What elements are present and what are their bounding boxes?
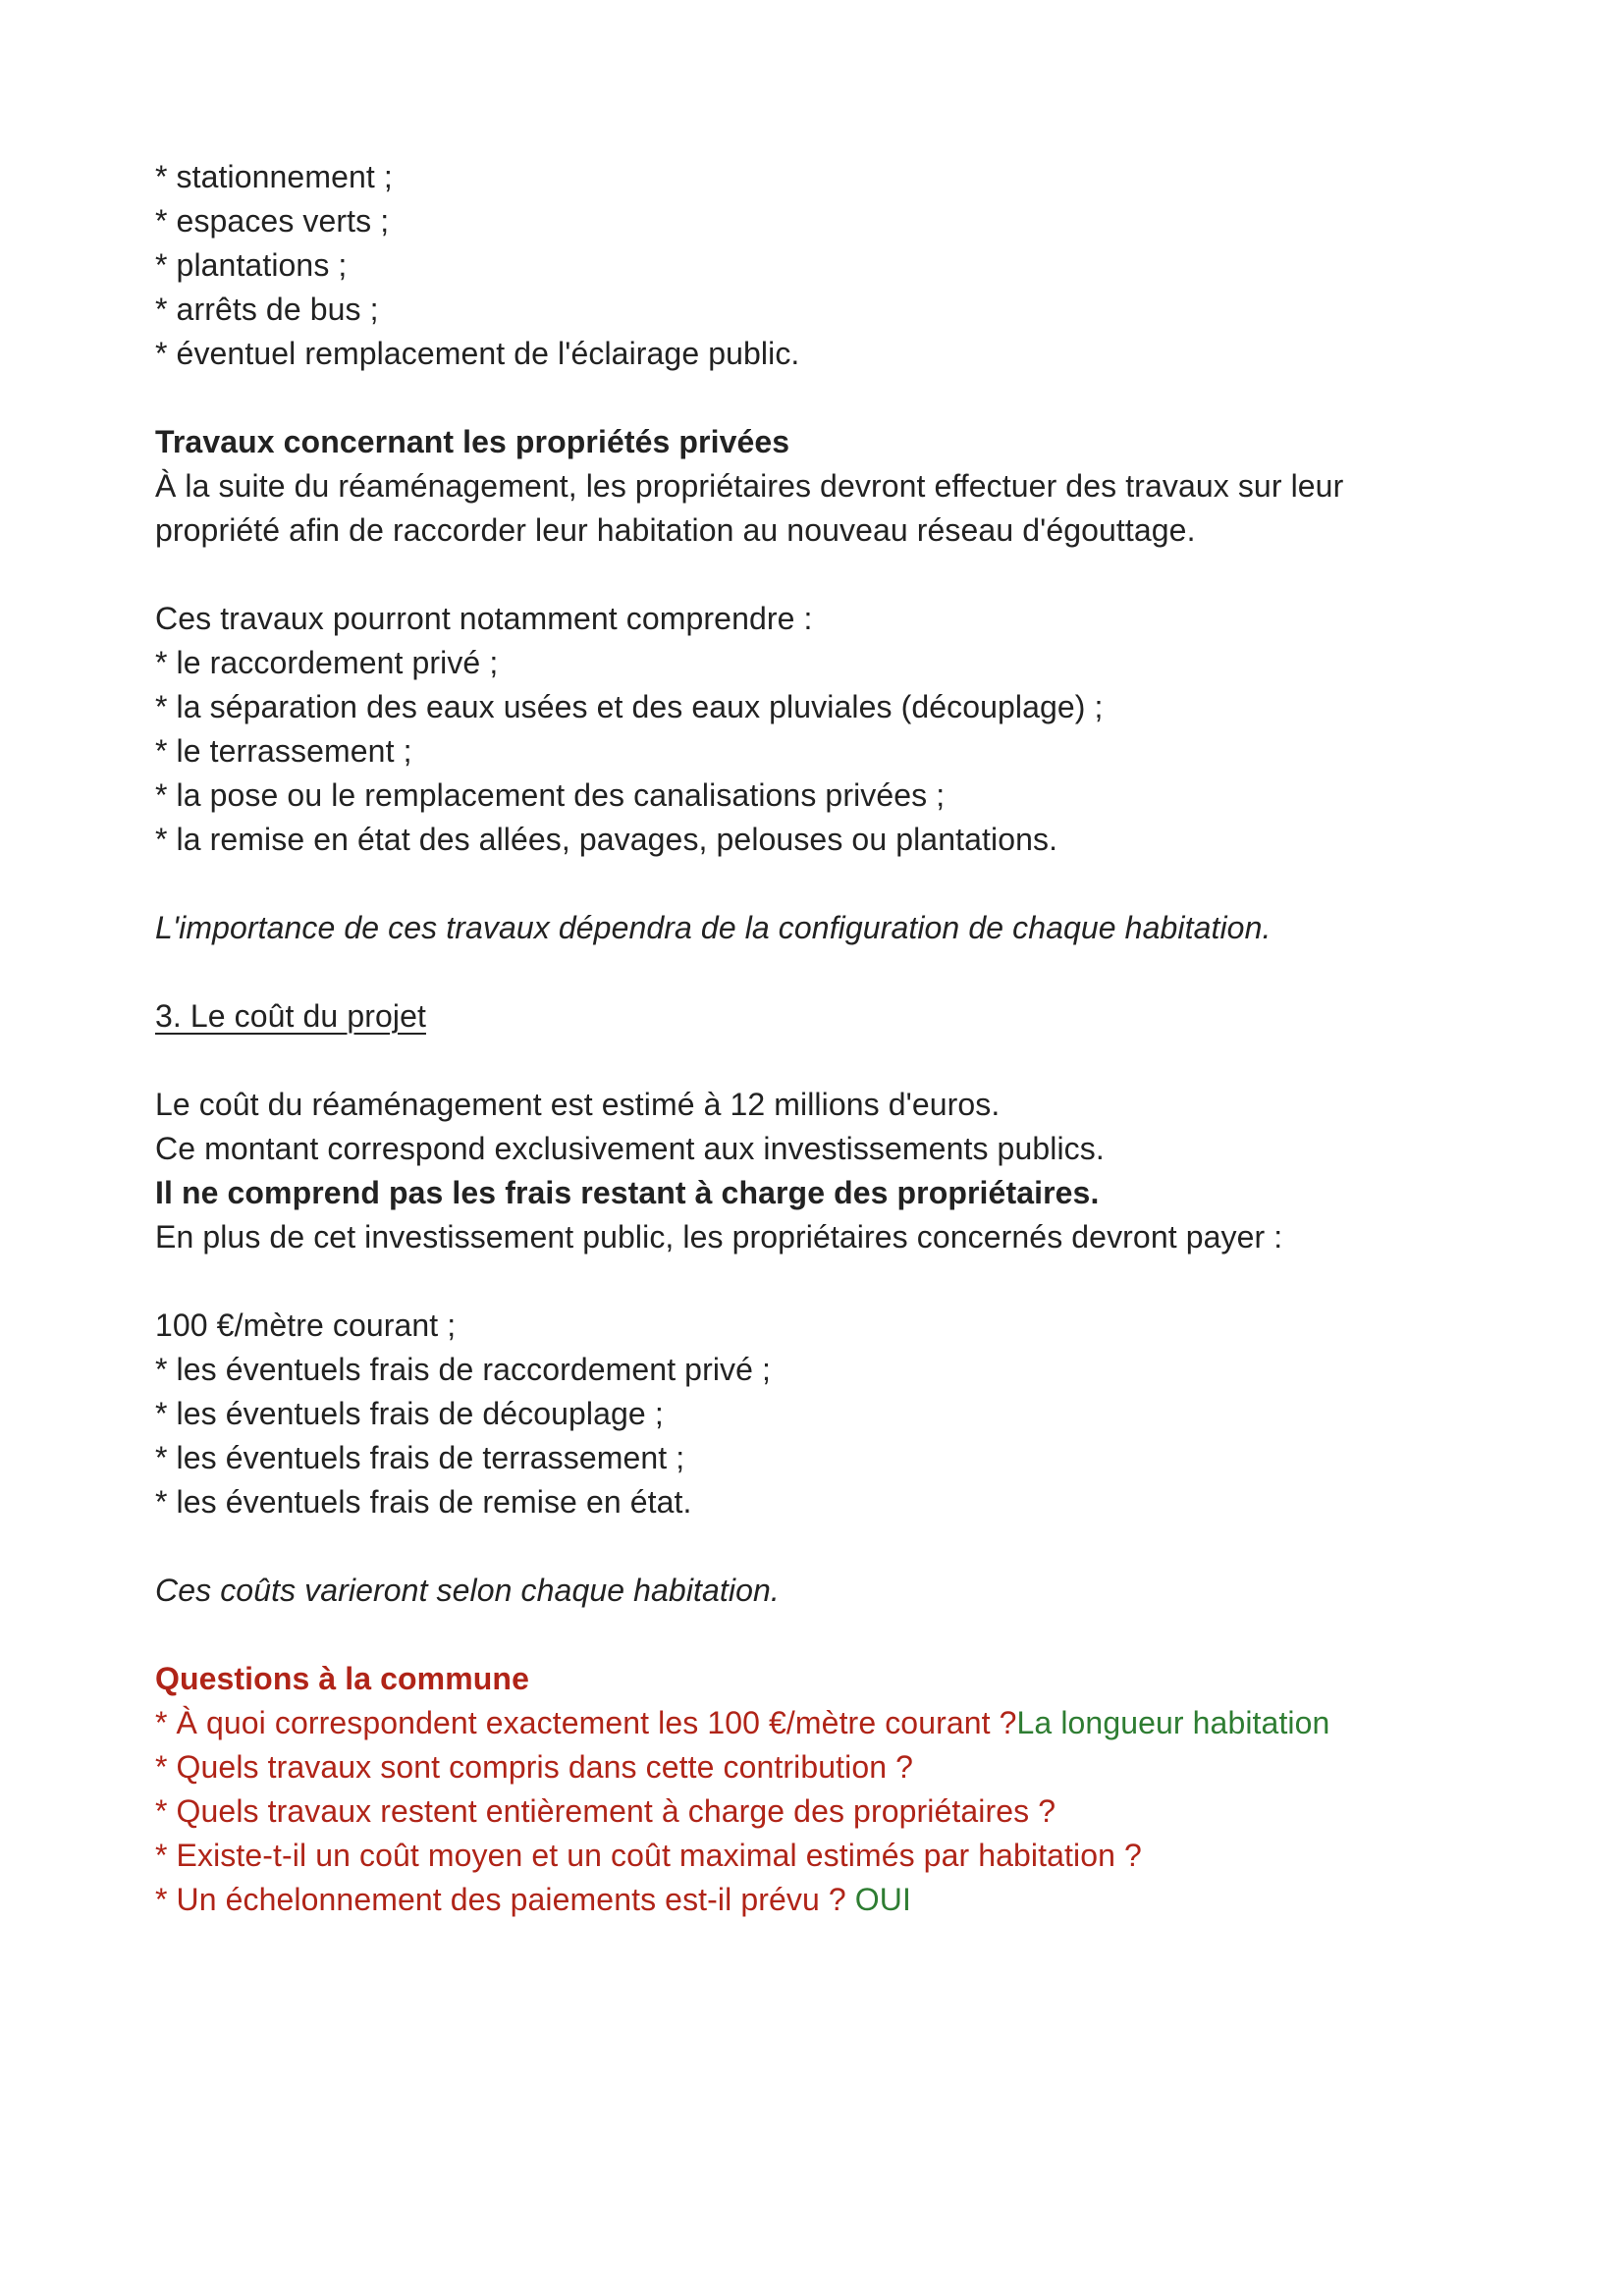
spacer [155, 1524, 1471, 1569]
list-item: * plantations ; [155, 247, 348, 283]
list-item: * éventuel remplacement de l'éclairage public. [155, 336, 800, 371]
paragraph-line: Le coût du réaménagement est estimé à 12 millions d'euros. [155, 1087, 1001, 1122]
section-heading: 3. Le coût du projet [155, 998, 426, 1034]
list-item: * les éventuels frais de terrassement ; [155, 1440, 685, 1475]
list-item: * espaces verts ; [155, 203, 390, 239]
spacer [155, 1039, 1471, 1083]
questions-section [155, 1657, 1471, 1922]
list-item: * la pose ou le remplacement des canalisations privées ; [155, 777, 946, 813]
answer-text: OUI [854, 1882, 911, 1917]
document-page [155, 155, 1471, 1922]
amenities-list [155, 155, 1471, 376]
question-text: * Existe-t-il un coût moyen et un coût maximal estimés par habitation ? [155, 1838, 1142, 1873]
private-works-section [155, 420, 1471, 950]
list-item: * stationnement ; [155, 159, 393, 194]
section-heading: Questions à la commune [155, 1661, 529, 1696]
question-item [155, 1745, 1471, 1789]
answer-text: La longueur habitation [1016, 1705, 1330, 1740]
question-text: * Un échelonnement des paiements est-il prévu ? [155, 1882, 846, 1917]
paragraph-line: À la suite du réaménagement, les propriétaires devront effectuer des travaux sur leur [155, 468, 1344, 504]
spacer [155, 862, 1471, 906]
spacer [155, 1259, 1471, 1304]
paragraph-line: En plus de cet investissement public, les propriétaires concernés devront payer : [155, 1219, 1283, 1255]
list-item: * les éventuels frais de découplage ; [155, 1396, 664, 1431]
list-item: * le raccordement privé ; [155, 645, 499, 680]
spacer [155, 553, 1471, 597]
question-item [155, 1789, 1471, 1834]
note: Ces coûts varieront selon chaque habitation. [155, 1573, 780, 1608]
list-item: * les éventuels frais de raccordement privé ; [155, 1352, 772, 1387]
note: L'importance de ces travaux dépendra de la configuration de chaque habitation. [155, 910, 1272, 945]
paragraph-line: propriété afin de raccorder leur habitation au nouveau réseau d'égouttage. [155, 512, 1196, 548]
question-text: * Quels travaux restent entièrement à charge des propriétaires ? [155, 1793, 1056, 1829]
spacer [155, 1613, 1471, 1657]
section-heading: Travaux concernant les propriétés privées [155, 424, 790, 459]
spacer [155, 950, 1471, 994]
cost-section [155, 994, 1471, 1613]
question-item [155, 1878, 1471, 1922]
list-item: * le terrassement ; [155, 733, 412, 769]
question-text: * Quels travaux sont compris dans cette contribution ? [155, 1749, 914, 1785]
question-text: * À quoi correspondent exactement les 100 €/mètre courant ? [155, 1705, 1017, 1740]
list-intro: Ces travaux pourront notamment comprendre : [155, 601, 813, 636]
spacer [155, 376, 1471, 420]
question-item [155, 1701, 1471, 1745]
question-item [155, 1834, 1471, 1878]
paragraph-line: Ce montant correspond exclusivement aux investissements publics. [155, 1131, 1105, 1166]
emphasis-line: Il ne comprend pas les frais restant à charge des propriétaires. [155, 1175, 1100, 1210]
list-item: * la remise en état des allées, pavages, pelouses ou plantations. [155, 822, 1058, 857]
list-item: * la séparation des eaux usées et des eaux pluviales (découplage) ; [155, 689, 1104, 724]
list-item: * les éventuels frais de remise en état. [155, 1484, 692, 1520]
list-item: * arrêts de bus ; [155, 292, 379, 327]
list-item: 100 €/mètre courant ; [155, 1308, 457, 1343]
